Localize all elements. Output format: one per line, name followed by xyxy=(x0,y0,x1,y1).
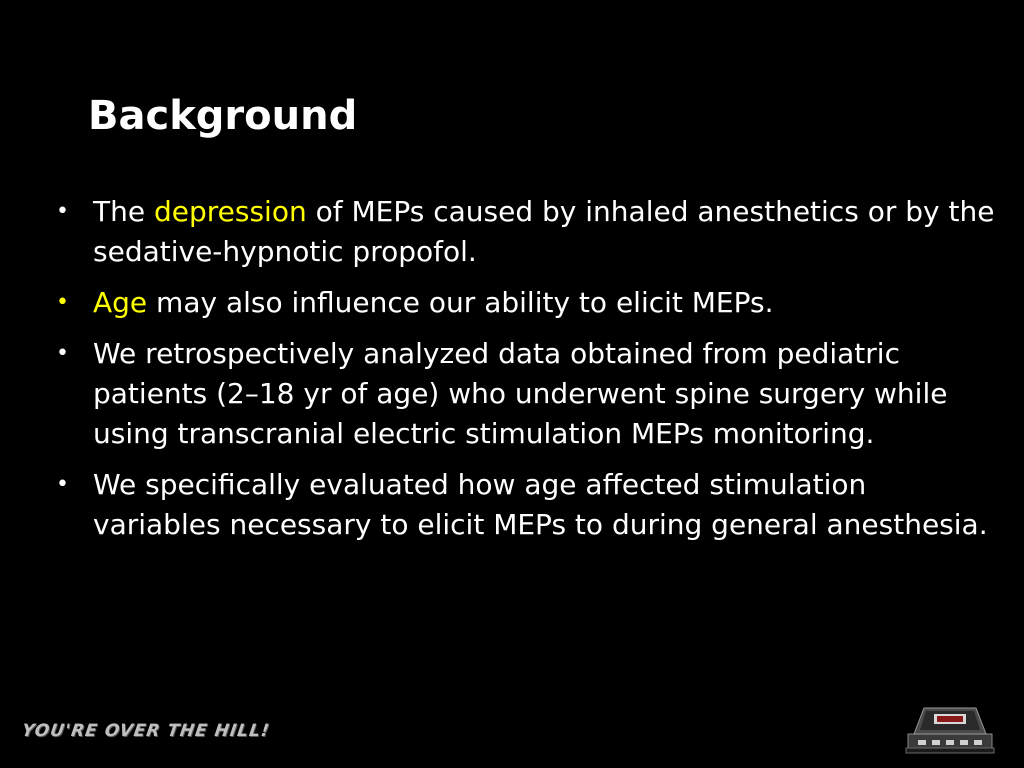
bullet-text xyxy=(93,195,994,268)
highlighted-term: Age xyxy=(93,286,148,319)
bullet-text-segment: We specifically evaluated how age affected stimulation variables necessary to elicit MEPs to during general anesthesia. xyxy=(93,468,988,541)
bullet-item xyxy=(56,283,996,323)
bullet-marker: • xyxy=(56,290,69,315)
highlighted-term: depression xyxy=(153,195,307,228)
bullet-text-segment: of MEPs caused by inhaled anesthetics or by the sedative-hypnotic propofol. xyxy=(93,195,995,268)
coffin-icon xyxy=(904,694,996,756)
bullet-text-segment: may also influence our ability to elicit MEPs. xyxy=(147,286,774,319)
bullet-text-segment: The xyxy=(93,195,154,228)
bullet-text xyxy=(93,286,774,319)
bullet-text-segment: We retrospectively analyzed data obtained from pediatric patients (2–18 yr of age) who underwent spine surgery while using transcranial electric stimulation MEPs monitoring. xyxy=(93,337,948,450)
bullet-marker: • xyxy=(56,472,69,497)
bullet-text xyxy=(93,468,988,541)
bullet-item xyxy=(56,334,996,454)
bullet-marker: • xyxy=(56,199,69,224)
bullet-item xyxy=(56,465,996,545)
bullet-text xyxy=(93,337,947,450)
bullet-item xyxy=(56,192,996,272)
slide-title: Background xyxy=(88,93,358,139)
bullet-list xyxy=(56,192,996,556)
footer-tagline: YOU'RE OVER THE HILL! xyxy=(20,721,272,741)
bullet-marker: • xyxy=(56,341,69,366)
